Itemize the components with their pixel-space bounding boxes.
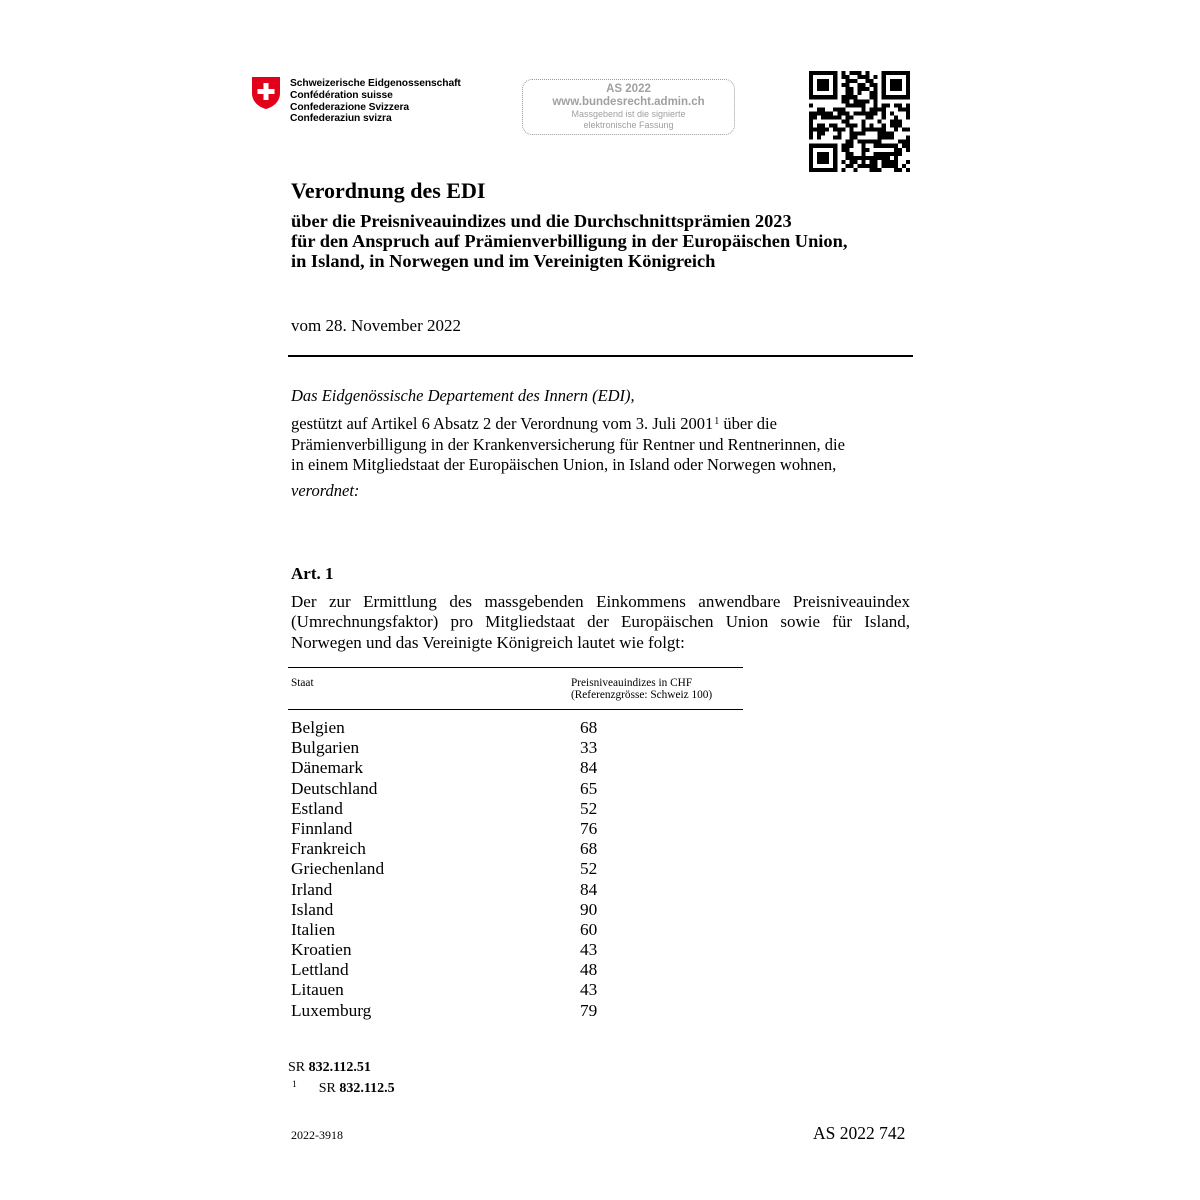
article-line: Norwegen und das Vereinigte Königreich lautet wie folgt:: [291, 632, 685, 652]
table-cell-value: 90: [580, 899, 598, 919]
preamble-line-text: gestützt auf Artikel 6 Absatz 2 der Verordnung vom 3. Juli 2001: [291, 414, 714, 433]
table-cell-value: 68: [580, 718, 598, 737]
table-cell-value: 60: [580, 919, 598, 939]
table-header-state: Staat: [291, 677, 314, 689]
page-subtitle: [291, 211, 847, 271]
table-cell-value: 33: [580, 738, 598, 758]
table-header-value-line: Preisniveauindizes in CHF: [571, 677, 693, 689]
table-cell-state: Italien: [291, 919, 336, 939]
enacting-formula: verordnet:: [291, 481, 360, 500]
table-cell-state: Lettland: [291, 960, 349, 980]
title-divider: [288, 355, 913, 357]
table-cell-state: Finnland: [291, 818, 353, 838]
confederation-name-rm: Confederaziun svizra: [290, 113, 392, 125]
confederation-name-fr: Confédération suisse: [290, 89, 393, 101]
stamp-url: www.bundesrecht.admin.ch: [552, 96, 705, 108]
footnote-sr-number[interactable]: 832.112.5: [339, 1081, 395, 1096]
document-number: 2022-3918: [291, 1128, 343, 1142]
table-cell-value: 68: [580, 839, 598, 859]
publication-stamp: [522, 79, 735, 135]
as-reference: AS 2022 742: [813, 1123, 906, 1143]
table-cell-state: Litauen: [291, 980, 344, 1000]
table-cell-state: Belgien: [291, 718, 345, 737]
preamble-line: in einem Mitgliedstaat der Europäischen Union, in Island oder Norwegen wohnen,: [291, 455, 837, 474]
ordinance-date: vom 28. November 2022: [291, 316, 461, 335]
subtitle-line: für den Anspruch auf Prämienverbilligung in der Europäischen Union,: [291, 231, 848, 251]
sr-number: [288, 1060, 371, 1076]
footnote-reference[interactable]: 1: [714, 416, 720, 427]
preamble-line-text: über die: [719, 414, 777, 433]
stamp-line-4: elektronische Fassung: [583, 120, 674, 130]
stamp-line-1: AS 2022: [606, 83, 651, 95]
table-cell-value: 79: [580, 1000, 598, 1020]
subtitle-line: über die Preisniveauindizes und die Durchschnittsprämien 2023: [291, 211, 792, 231]
table-cell-state: Island: [291, 899, 334, 919]
table-cell-state: Deutschland: [291, 778, 378, 798]
subtitle-line: in Island, in Norwegen und im Vereinigten Königreich: [291, 251, 716, 271]
table-cell-state: Griechenland: [291, 859, 385, 879]
page-title: Verordnung des EDI: [291, 178, 486, 203]
table-cell-value: 43: [580, 980, 598, 1000]
confederation-name-it: Confederazione Svizzera: [290, 101, 410, 113]
table-cell-value: 76: [580, 818, 598, 838]
swiss-coat-of-arms-icon: [251, 76, 281, 110]
sr-prefix: SR: [288, 1060, 309, 1075]
table-cell-state: Irland: [291, 879, 333, 899]
table-header-value-line: (Referenzgrösse: Schweiz 100): [571, 689, 713, 701]
table-header-value: [571, 677, 712, 701]
qr-code-icon: [809, 71, 910, 172]
footnote-prefix: SR: [318, 1081, 340, 1096]
confederation-names: [290, 78, 461, 125]
article-text: [291, 592, 910, 653]
stamp-line-3: Massgebend ist die signierte: [571, 109, 686, 119]
confederation-name-de: Schweizerische Eidgenossenschaft: [290, 78, 461, 89]
footnote: [292, 1080, 395, 1097]
table-cell-value: 52: [580, 798, 598, 818]
table-cell-state: Frankreich: [291, 839, 366, 859]
preamble-line: Prämienverbilligung in der Krankenversicherung für Rentner und Rentnerinnen, die: [291, 434, 845, 454]
table-cell-value: 43: [580, 940, 598, 960]
table-cell-value: 48: [580, 960, 598, 980]
article-line: (Umrechnungsfaktor) pro Mitgliedstaat der Europäischen Union sowie für Island,: [291, 612, 910, 632]
table-cell-state: Dänemark: [291, 758, 363, 778]
article-heading: Art. 1: [291, 564, 334, 583]
table-header-rule: [288, 709, 743, 710]
table-cell-value: 65: [580, 778, 598, 798]
footnote-number: 1: [292, 1080, 297, 1090]
table-cell-state: Kroatien: [291, 940, 352, 960]
table-cell-value: 84: [580, 758, 598, 778]
table-top-rule: [288, 667, 743, 668]
preamble-text: [291, 412, 845, 476]
table-cell-state: Estland: [291, 798, 343, 818]
table-cell-state: Bulgarien: [291, 738, 360, 758]
table-cell-state: Luxemburg: [291, 1000, 372, 1020]
preamble-line: [291, 412, 845, 435]
table-cell-value: 52: [580, 859, 598, 879]
table-cell-value: 84: [580, 879, 598, 899]
sr-number-value: 832.112.51: [308, 1060, 371, 1075]
article-line: Der zur Ermittlung des massgebenden Einkommens anwendbare Preisniveauindex: [291, 592, 910, 611]
issuing-authority: Das Eidgenössische Departement des Innern (EDI),: [291, 386, 635, 405]
